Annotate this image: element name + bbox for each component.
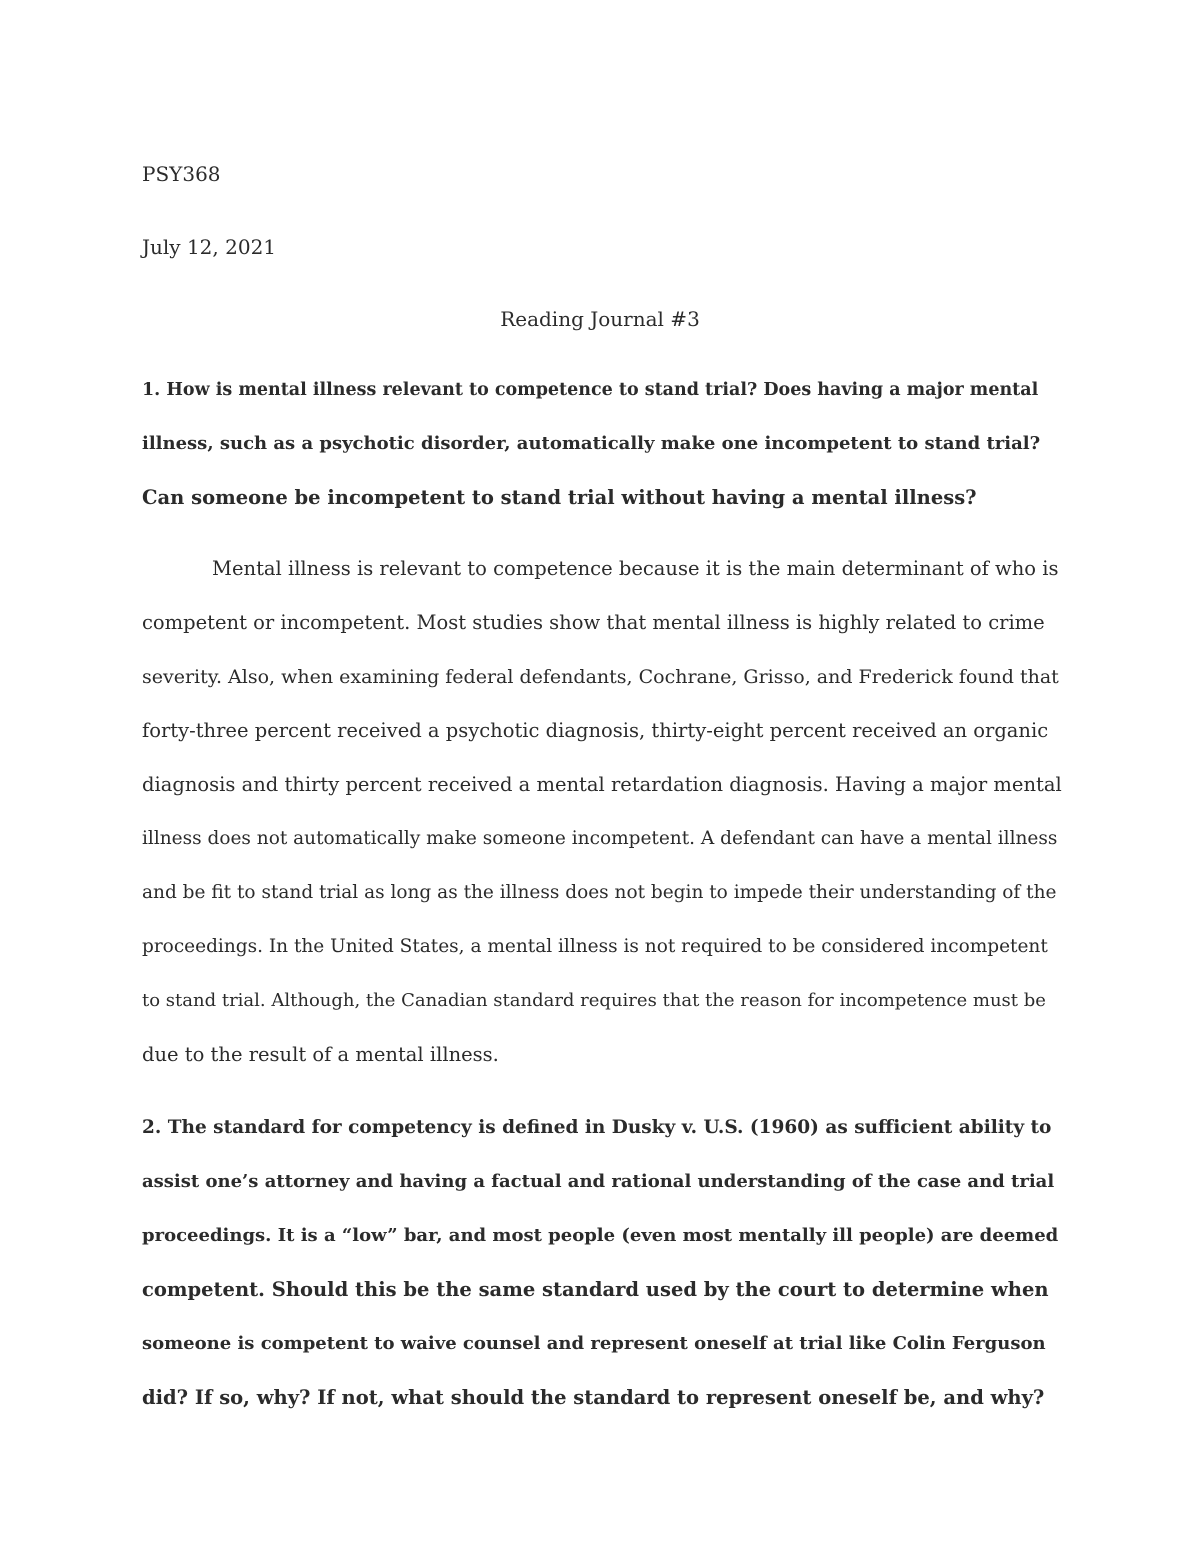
question-2 [142,1116,1062,1440]
answer-1-line: and be fit to stand trial as long as the illness does not begin to impede their understanding of the [142,882,1057,903]
answer-1-line: due to the result of a mental illness. [142,1043,499,1066]
question-2-line: 2. The standard for competency is defined in Dusky v. U.S. (1960) as sufficient ability to [142,1117,1052,1138]
answer-1 [142,557,1062,1097]
question-2-line: competent. Should this be the same standard used by the court to determine when [142,1278,1049,1301]
answer-1-line: competent or incompetent. Most studies show that mental illness is highly related to crime [142,611,1045,634]
question-2-line: assist one’s attorney and having a factual and rational understanding of the case and trial [142,1171,1055,1192]
question-1-line: illness, such as a psychotic disorder, automatically make one incompetent to stand trial? [142,433,1041,454]
question-2-line: proceedings. It is a “low” bar, and most people (even most mentally ill people) are deemed [142,1225,1059,1246]
answer-1-line: forty-three percent received a psychotic diagnosis, thirty-eight percent received an organic [142,719,1049,742]
question-1-line: 1. How is mental illness relevant to competence to stand trial? Does having a major mental [142,380,1039,400]
answer-1-line: Mental illness is relevant to competence because it is the main determinant of who is [212,557,1059,580]
document-date: July 12, 2021 [142,235,277,259]
course-code: PSY368 [142,162,221,186]
answer-1-line: to stand trial. Although, the Canadian standard requires that the reason for incompetence must be [142,990,1046,1011]
answer-1-line: proceedings. In the United States, a mental illness is not required to be considered incompetent [142,936,1048,957]
question-2-line: someone is competent to waive counsel and represent oneself at trial like Colin Ferguson [142,1333,1046,1354]
answer-1-line: diagnosis and thirty percent received a mental retardation diagnosis. Having a major mental [142,773,1062,796]
question-1-line: Can someone be incompetent to stand trial without having a mental illness? [142,486,977,509]
question-1 [142,378,1062,540]
answer-1-line: illness does not automatically make someone incompetent. A defendant can have a mental illness [142,828,1058,849]
answer-1-line: severity. Also, when examining federal defendants, Cochrane, Grisso, and Frederick found that [142,666,1059,688]
question-2-line: did? If so, why? If not, what should the standard to represent oneself be, and why? [142,1386,1045,1409]
document-title: Reading Journal #3 [500,307,700,331]
